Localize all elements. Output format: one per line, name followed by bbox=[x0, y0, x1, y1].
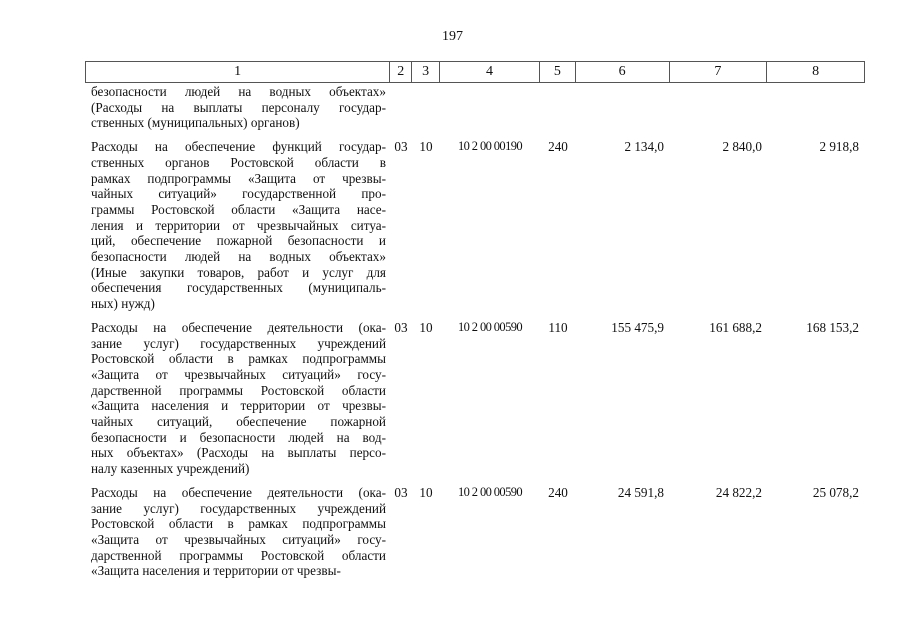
subsection-code: 10 bbox=[419, 139, 433, 155]
amount-year-1: 24 591,8 bbox=[617, 484, 664, 500]
description-line: чайных ситуаций» государственной про- bbox=[91, 186, 386, 202]
description-line: ций, обеспечение пожарной безопасности и bbox=[91, 233, 386, 249]
description-line: «Защита населения и территории от чрезвы- bbox=[91, 398, 386, 414]
description-line: Ростовской области в рамках подпрограммы bbox=[91, 351, 386, 367]
amount-year-1: 155 475,9 bbox=[611, 319, 664, 335]
header-col-5: 5 bbox=[540, 62, 576, 82]
header-col-2: 2 bbox=[390, 62, 412, 82]
description-line: безопасности людей на водных объектах» bbox=[91, 84, 386, 99]
expense-type-code: 240 bbox=[548, 484, 568, 500]
amount-year-2 bbox=[670, 84, 768, 131]
amount-year-1 bbox=[576, 84, 670, 131]
description-line: безопасности людей на водных объектах» bbox=[91, 249, 386, 265]
subsection-code: 10 bbox=[419, 319, 433, 335]
page-number: 197 bbox=[442, 29, 463, 44]
row-description bbox=[85, 139, 390, 312]
amount-year-3: 168 153,2 bbox=[806, 319, 859, 335]
table-header bbox=[85, 61, 865, 83]
row-description bbox=[85, 485, 390, 579]
description-line: чайных ситуаций, обеспечение пожарной bbox=[91, 414, 386, 430]
target-article-code: 10 2 00 00190 bbox=[457, 139, 523, 154]
description-line: Расходы на обеспечение функций государ- bbox=[91, 139, 386, 155]
description-line: (Расходы на выплаты персоналу государ- bbox=[91, 99, 386, 115]
description-line: Расходы на обеспечение деятельности (ока- bbox=[91, 319, 386, 335]
expense-type-code: 240 bbox=[548, 139, 568, 155]
description-line: обеспечения государственных (муниципаль- bbox=[91, 280, 386, 296]
target-article-code: 10 2 00 00590 bbox=[457, 484, 523, 499]
description-line: налу казенных учреждений) bbox=[91, 461, 250, 477]
expense-type-code: 110 bbox=[548, 319, 568, 335]
section-code bbox=[390, 84, 412, 131]
description-line: ственных органов Ростовской области в bbox=[91, 154, 386, 170]
header-col-1: 1 bbox=[86, 62, 390, 82]
description-line: дарственной программы Ростовской области bbox=[91, 382, 386, 398]
amount-year-3: 2 918,8 bbox=[819, 139, 859, 155]
header-col-6: 6 bbox=[576, 62, 670, 82]
description-line: ления и территории от чрезвычайных ситуа- bbox=[91, 217, 386, 233]
description-line: «Защита от чрезвычайных ситуаций» госу- bbox=[91, 531, 386, 547]
table-row bbox=[85, 84, 865, 131]
description-line: ных объектах» (Расходы на выплаты персо- bbox=[91, 445, 386, 461]
target-article-code: 10 2 00 00590 bbox=[457, 319, 523, 334]
amount-year-1: 2 134,0 bbox=[624, 139, 664, 155]
table-row bbox=[85, 485, 865, 579]
amount-year-2: 24 822,2 bbox=[715, 484, 762, 500]
amount-year-3 bbox=[768, 84, 865, 131]
section-code: 03 bbox=[394, 319, 408, 335]
section-code: 03 bbox=[394, 139, 408, 155]
description-line: дарственной программы Ростовской области bbox=[91, 547, 386, 563]
description-line: (Иные закупки товаров, работ и услуг для bbox=[91, 264, 386, 280]
table-body bbox=[85, 84, 865, 579]
header-col-8: 8 bbox=[812, 64, 820, 79]
description-line: Расходы на обеспечение деятельности (ока- bbox=[91, 484, 386, 500]
header-col-7: 7 bbox=[670, 62, 768, 82]
amount-year-3: 25 078,2 bbox=[812, 484, 859, 500]
subsection-code bbox=[412, 84, 440, 131]
description-line: «Защита населения и территории от чрезвы- bbox=[91, 563, 341, 579]
description-line: ственных (муниципальных) органов) bbox=[91, 115, 300, 131]
header-col-4: 4 bbox=[440, 62, 540, 82]
target-article-code bbox=[440, 84, 540, 131]
row-description bbox=[85, 84, 390, 131]
amount-year-2: 2 840,0 bbox=[722, 139, 762, 155]
section-code: 03 bbox=[394, 484, 408, 500]
table-row bbox=[85, 139, 865, 312]
header-col-3: 3 bbox=[412, 62, 440, 82]
description-line: граммы Ростовской области «Защита насе- bbox=[91, 201, 386, 217]
description-line: Ростовской области в рамках подпрограммы bbox=[91, 516, 386, 532]
expense-type-code bbox=[540, 84, 576, 131]
subsection-code: 10 bbox=[419, 484, 433, 500]
row-description bbox=[85, 320, 390, 477]
description-line: зание услуг) государственных учреждений bbox=[91, 500, 386, 516]
description-line: зание услуг) государственных учреждений bbox=[91, 335, 386, 351]
table-row bbox=[85, 320, 865, 477]
description-line: безопасности и безопасности людей на вод- bbox=[91, 429, 386, 445]
description-line: «Защита от чрезвычайных ситуаций» госу- bbox=[91, 366, 386, 382]
amount-year-2: 161 688,2 bbox=[709, 319, 762, 335]
description-line: ных) нужд) bbox=[91, 296, 155, 312]
description-line: рамках подпрограммы «Защита от чрезвы- bbox=[91, 170, 386, 186]
